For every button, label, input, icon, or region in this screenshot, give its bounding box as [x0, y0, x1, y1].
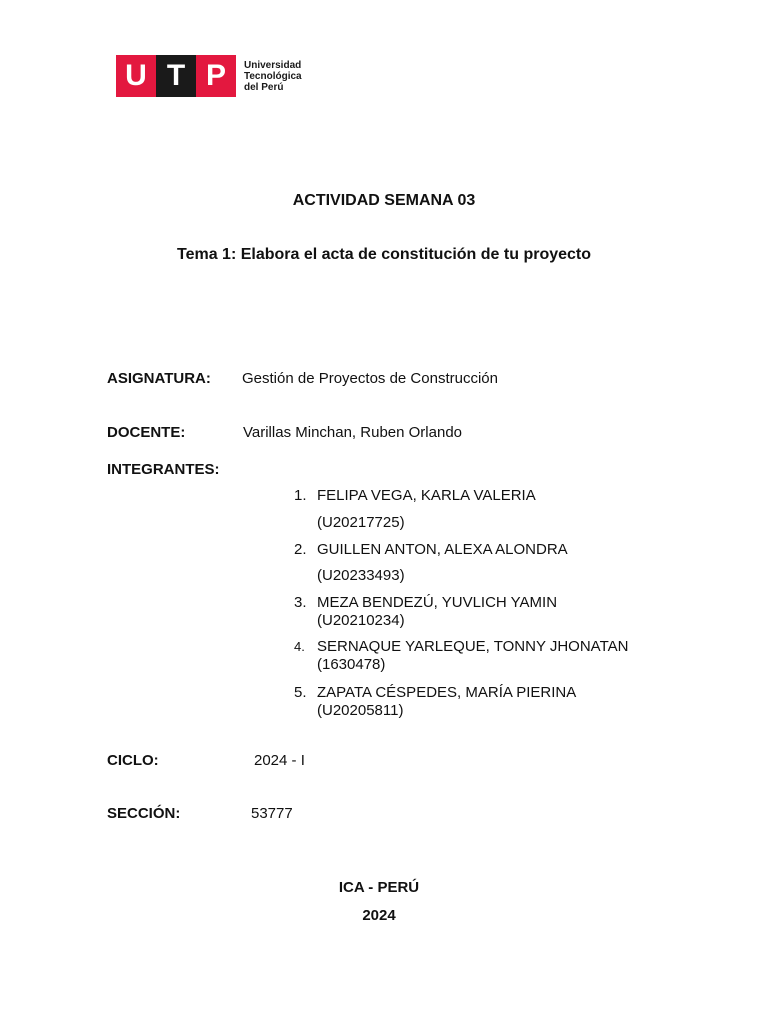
member-code: (1630478)	[317, 656, 386, 673]
logo-text-line: del Perú	[244, 81, 284, 93]
member-number: 2.	[294, 541, 307, 558]
footer-year: 2024	[362, 907, 396, 924]
logo-letter-t: T	[156, 55, 196, 97]
logo-letter-u: U	[116, 55, 156, 97]
member-number: 5.	[294, 684, 307, 701]
member-item	[294, 594, 557, 630]
section-value: 53777	[251, 805, 293, 822]
member-item	[294, 638, 628, 674]
logo-university-name	[244, 60, 302, 93]
member-code: (U20233493)	[317, 567, 405, 584]
logo-text-line: Universidad	[244, 59, 302, 71]
member-code-row	[294, 514, 405, 532]
activity-title: ACTIVIDAD SEMANA 03	[292, 192, 476, 209]
section-label: SECCIÓN:	[107, 805, 181, 822]
utp-logo	[116, 55, 302, 97]
member-code: (U20205811)	[317, 702, 404, 719]
member-item	[294, 541, 568, 559]
member-code-row	[294, 567, 405, 585]
logo-letter-p: P	[196, 55, 236, 97]
member-name: FELIPA VEGA, KARLA VALERIA	[317, 487, 536, 504]
member-name: ZAPATA CÉSPEDES, MARÍA PIERINA	[317, 684, 577, 701]
logo-text-line: Tecnológica	[244, 70, 302, 82]
member-code: (U20217725)	[317, 514, 405, 531]
subject-label: ASIGNATURA:	[107, 370, 211, 387]
cycle-value: 2024 - I	[254, 752, 305, 769]
member-number: 3.	[294, 594, 307, 611]
member-number: 4.	[294, 639, 305, 654]
member-code: (U20210234)	[317, 612, 405, 629]
member-name: MEZA BENDEZÚ, YUVLICH YAMIN	[317, 594, 558, 611]
teacher-value: Varillas Minchan, Ruben Orlando	[243, 424, 463, 441]
teacher-label: DOCENTE:	[107, 424, 186, 441]
subject-value: Gestión de Proyectos de Construcción	[242, 370, 498, 387]
member-name: GUILLEN ANTON, ALEXA ALONDRA	[317, 541, 568, 558]
member-item	[294, 684, 576, 720]
members-label: INTEGRANTES:	[107, 461, 220, 478]
member-name: SERNAQUE YARLEQUE, TONNY JHONATAN	[317, 638, 629, 655]
cycle-label: CICLO:	[107, 752, 159, 769]
member-item	[294, 487, 536, 505]
footer-place: ICA - PERÚ	[338, 879, 420, 896]
topic-title: Tema 1: Elabora el acta de constitución de tu proyecto	[176, 246, 592, 263]
member-number: 1.	[294, 487, 307, 504]
